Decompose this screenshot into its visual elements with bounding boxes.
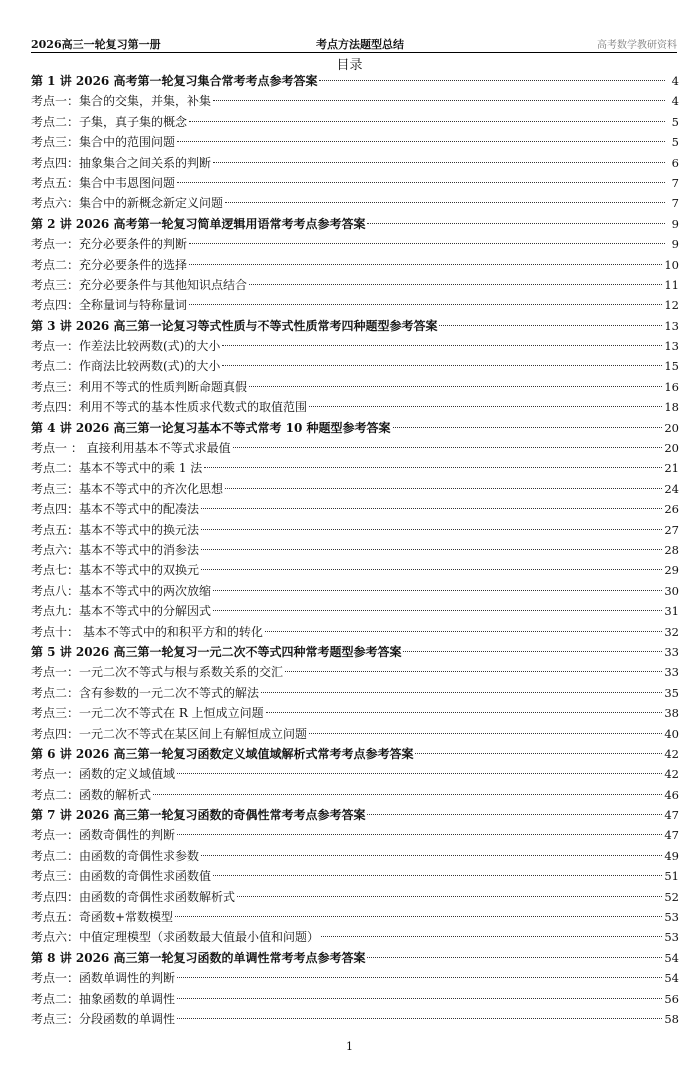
toc-entry-page: 54 [664, 971, 679, 986]
toc-item-row[interactable] [31, 622, 679, 642]
dot-leader [201, 508, 662, 509]
dot-leader [309, 406, 662, 407]
toc-entry-page: 15 [664, 359, 679, 374]
toc-entry-page: 38 [664, 706, 679, 721]
dot-leader [261, 692, 662, 693]
toc-item-row[interactable] [31, 397, 679, 417]
toc-entry-label: 考点五：奇函数+常数模型 [31, 910, 174, 925]
dot-leader [201, 855, 662, 856]
toc-entry-page: 7 [671, 196, 679, 211]
toc-entry-page: 32 [664, 624, 679, 639]
toc-item-row[interactable] [31, 683, 679, 703]
dot-leader [265, 631, 663, 632]
toc-entry-page: 58 [664, 1011, 679, 1026]
toc-entry-label: 第 2 讲 2026 高考第一轮复习简单逻辑用语常考考点参考答案 [31, 216, 366, 231]
toc-entry-page: 4 [671, 94, 679, 109]
header-center-text: 考点方法题型总结 [316, 38, 404, 51]
toc-item-row[interactable] [31, 479, 679, 499]
dot-leader [177, 773, 662, 774]
toc-entry-label: 考点一：作差法比较两数(式)的大小 [31, 339, 221, 354]
toc-entry-page: 4 [671, 74, 679, 88]
toc-item-row[interactable] [31, 866, 679, 886]
toc-entry-label: 考点一：一元二次不等式与根与系数关系的交汇 [31, 665, 284, 680]
dot-leader [249, 284, 662, 285]
dot-leader [415, 753, 662, 754]
table-of-contents [31, 71, 679, 1029]
toc-entry-page: 20 [664, 441, 679, 456]
dot-leader [177, 182, 665, 183]
toc-item-row[interactable] [31, 601, 679, 621]
toc-entry-page: 52 [664, 889, 679, 904]
toc-entry-page: 31 [664, 604, 679, 619]
toc-entry-page: 40 [664, 726, 679, 741]
toc-item-row[interactable] [31, 520, 679, 540]
toc-entry-label: 第 7 讲 2026 高三第一轮复习函数的奇偶性常考考点参考答案 [31, 808, 366, 823]
dot-leader [222, 365, 662, 366]
dot-leader [213, 610, 662, 611]
toc-item-row[interactable] [31, 581, 679, 601]
toc-entry-page: 51 [664, 869, 679, 884]
toc-entry-page: 54 [664, 950, 679, 965]
toc-title: 目录 [336, 58, 363, 73]
toc-entry-label: 考点三：利用不等式的性质判断命题真假 [31, 379, 248, 394]
toc-entry-page: 29 [664, 563, 679, 578]
toc-entry-label: 考点二：由函数的奇偶性求参数 [31, 848, 200, 863]
toc-chapter-row[interactable] [31, 948, 679, 968]
toc-item-row[interactable] [31, 927, 679, 947]
toc-item-row[interactable] [31, 255, 679, 275]
toc-entry-label: 考点四：全称量词与特称量词 [31, 298, 188, 313]
toc-entry-page: 11 [664, 277, 679, 292]
dot-leader [233, 447, 663, 448]
toc-entry-page: 13 [664, 339, 679, 354]
dot-leader [201, 549, 662, 550]
dot-leader [367, 223, 665, 224]
dot-leader [319, 80, 665, 81]
toc-item-row[interactable] [31, 91, 679, 111]
toc-entry-label: 考点四：由函数的奇偶性求函数解析式 [31, 889, 236, 904]
toc-entry-label: 第 8 讲 2026 高三第一轮复习函数的单调性常考考点参考答案 [31, 950, 366, 965]
toc-entry-label: 考点二：基本不等式中的乘 1 法 [31, 461, 203, 476]
dot-leader [189, 121, 665, 122]
dot-leader [213, 162, 665, 163]
toc-item-row[interactable] [31, 724, 679, 744]
toc-item-row[interactable] [31, 173, 679, 193]
toc-item-row[interactable] [31, 825, 679, 845]
header-left-text: 2026高三一轮复习第一册 [31, 38, 161, 51]
dot-leader [204, 467, 662, 468]
dot-leader [225, 202, 665, 203]
dot-leader [201, 569, 662, 570]
toc-item-row[interactable] [31, 336, 679, 356]
dot-leader [439, 325, 662, 326]
toc-entry-label: 考点二：作商法比较两数(式)的大小 [31, 359, 221, 374]
toc-entry-label: 考点十： 基本不等式中的和积平方和的转化 [31, 624, 263, 639]
toc-entry-label: 考点二：充分必要条件的选择 [31, 257, 188, 272]
toc-entry-label: 第 1 讲 2026 高考第一轮复习集合常考考点参考答案 [31, 74, 318, 88]
toc-entry-label: 考点四：基本不等式中的配凑法 [31, 502, 200, 517]
toc-entry-label: 考点一：充分必要条件的判断 [31, 237, 188, 252]
toc-entry-label: 考点七：基本不等式中的双换元 [31, 563, 200, 578]
dot-leader [177, 141, 665, 142]
toc-entry-page: 9 [671, 216, 679, 231]
dot-leader [177, 977, 662, 978]
toc-entry-page: 33 [664, 665, 679, 680]
toc-entry-page: 46 [664, 787, 679, 802]
dot-leader [153, 794, 662, 795]
toc-entry-label: 第 5 讲 2026 高三第一轮复习一元二次不等式四种常考题型参考答案 [31, 644, 402, 659]
page-header [31, 32, 677, 53]
toc-entry-label: 考点八：基本不等式中的两次放缩 [31, 583, 212, 598]
toc-chapter-row[interactable] [31, 418, 679, 438]
toc-chapter-row[interactable] [31, 805, 679, 825]
toc-entry-page: 53 [664, 930, 679, 945]
toc-entry-label: 考点五：集合中韦恩图问题 [31, 175, 176, 190]
dot-leader [177, 998, 662, 999]
toc-entry-label: 考点一：函数奇偶性的判断 [31, 828, 176, 843]
dot-leader [367, 814, 662, 815]
toc-entry-page: 6 [671, 155, 679, 170]
toc-entry-label: 考点二：子集，真子集的概念 [31, 114, 188, 129]
toc-entry-label: 考点二：含有参数的一元二次不等式的解法 [31, 685, 260, 700]
toc-entry-label: 考点六：基本不等式中的消参法 [31, 542, 200, 557]
dot-leader [189, 264, 662, 265]
toc-entry-label: 考点三：一元二次不等式在 R 上恒成立问题 [31, 706, 264, 721]
toc-entry-page: 47 [664, 828, 679, 843]
toc-entry-page: 56 [664, 991, 679, 1006]
toc-entry-page: 21 [664, 461, 679, 476]
dot-leader [266, 712, 663, 713]
dot-leader [225, 488, 662, 489]
toc-entry-label: 考点四：一元二次不等式在某区间上有解恒成立问题 [31, 726, 308, 741]
toc-item-row[interactable] [31, 153, 679, 173]
toc-entry-label: 第 4 讲 2026 高三第一论复习基本不等式常考 10 种题型参考答案 [31, 420, 391, 435]
toc-entry-page: 35 [664, 685, 679, 700]
toc-item-row[interactable] [31, 356, 679, 376]
toc-chapter-row[interactable] [31, 71, 679, 91]
toc-entry-page: 5 [671, 135, 679, 150]
toc-item-row[interactable] [31, 275, 679, 295]
toc-item-row[interactable] [31, 703, 679, 723]
toc-item-row[interactable] [31, 989, 679, 1009]
toc-entry-label: 考点六：中值定理模型（求函数最大值最小值和问题） [31, 930, 320, 945]
dot-leader [285, 671, 662, 672]
toc-entry-page: 33 [664, 644, 679, 659]
toc-entry-label: 考点一：函数单调性的判断 [31, 971, 176, 986]
toc-entry-page: 26 [664, 502, 679, 517]
toc-entry-page: 18 [664, 400, 679, 415]
toc-item-row[interactable] [31, 1009, 679, 1029]
toc-entry-label: 考点六：集合中的新概念新定义问题 [31, 196, 224, 211]
dot-leader [177, 1018, 662, 1019]
toc-item-row[interactable] [31, 764, 679, 784]
toc-chapter-row[interactable] [31, 642, 679, 662]
dot-leader [321, 936, 662, 937]
toc-item-row[interactable] [31, 499, 679, 519]
toc-entry-label: 考点一 ： 直接利用基本不等式求最值 [31, 441, 231, 456]
toc-item-row[interactable] [31, 458, 679, 478]
dot-leader [222, 345, 662, 346]
dot-leader [309, 733, 662, 734]
toc-item-row[interactable] [31, 540, 679, 560]
toc-entry-page: 5 [671, 114, 679, 129]
toc-entry-page: 7 [671, 175, 679, 190]
toc-entry-page: 30 [664, 583, 679, 598]
dot-leader [393, 427, 663, 428]
dot-leader [175, 916, 662, 917]
toc-chapter-row[interactable] [31, 744, 679, 764]
toc-entry-label: 考点一：函数的定义域值域 [31, 767, 176, 782]
toc-entry-page: 27 [664, 522, 679, 537]
toc-item-row[interactable] [31, 132, 679, 152]
toc-item-row[interactable] [31, 907, 679, 927]
toc-entry-page: 49 [664, 848, 679, 863]
toc-item-row[interactable] [31, 112, 679, 132]
toc-item-row[interactable] [31, 785, 679, 805]
dot-leader [249, 386, 662, 387]
toc-chapter-row[interactable] [31, 214, 679, 234]
dot-leader [189, 243, 665, 244]
toc-entry-label: 考点三：充分必要条件与其他知识点结合 [31, 277, 248, 292]
dot-leader [213, 875, 662, 876]
header-right-text: 高考数学教研资料 [597, 40, 677, 51]
toc-item-row[interactable] [31, 662, 679, 682]
toc-entry-page: 42 [664, 746, 679, 761]
toc-entry-page: 10 [664, 257, 679, 272]
toc-entry-label: 考点九：基本不等式中的分解因式 [31, 604, 212, 619]
dot-leader [237, 896, 662, 897]
toc-item-row[interactable] [31, 193, 679, 213]
dot-leader [201, 529, 662, 530]
dot-leader [367, 957, 662, 958]
toc-entry-page: 16 [664, 379, 679, 394]
toc-chapter-row[interactable] [31, 316, 679, 336]
toc-item-row[interactable] [31, 438, 679, 458]
dot-leader [189, 304, 662, 305]
toc-item-row[interactable] [31, 968, 679, 988]
toc-entry-label: 考点四：抽象集合之间关系的判断 [31, 155, 212, 170]
toc-entry-label: 考点三：由函数的奇偶性求函数值 [31, 869, 212, 884]
toc-item-row[interactable] [31, 377, 679, 397]
toc-entry-label: 第 3 讲 2026 高三第一论复习等式性质与不等式性质常考四种题型参考答案 [31, 318, 438, 333]
toc-entry-page: 9 [671, 237, 679, 252]
toc-entry-label: 考点三：分段函数的单调性 [31, 1011, 176, 1026]
toc-entry-label: 考点二：函数的解析式 [31, 787, 152, 802]
toc-entry-page: 47 [664, 808, 679, 823]
toc-entry-page: 13 [664, 318, 679, 333]
toc-entry-page: 42 [664, 767, 679, 782]
toc-item-row[interactable] [31, 295, 679, 315]
dot-leader [177, 834, 662, 835]
dot-leader [213, 590, 662, 591]
dot-leader [403, 651, 662, 652]
toc-entry-page: 20 [664, 420, 679, 435]
toc-entry-page: 28 [664, 542, 679, 557]
dot-leader [213, 100, 665, 101]
toc-entry-label: 考点四：利用不等式的基本性质求代数式的取值范围 [31, 400, 308, 415]
toc-entry-label: 第 6 讲 2026 高三第一轮复习函数定义域值域解析式常考考点参考答案 [31, 746, 414, 761]
toc-entry-label: 考点五：基本不等式中的换元法 [31, 522, 200, 537]
toc-item-row[interactable] [31, 560, 679, 580]
toc-entry-page: 24 [664, 481, 679, 496]
toc-entry-label: 考点二：抽象函数的单调性 [31, 991, 176, 1006]
toc-entry-page: 53 [664, 910, 679, 925]
toc-entry-page: 12 [664, 298, 679, 313]
toc-entry-label: 考点三：集合中的范围问题 [31, 135, 176, 150]
toc-item-row[interactable] [31, 887, 679, 907]
toc-entry-label: 考点一：集合的交集，并集，补集 [31, 94, 212, 109]
toc-entry-label: 考点三：基本不等式中的齐次化思想 [31, 481, 224, 496]
page-number: 1 [346, 1040, 353, 1053]
toc-item-row[interactable] [31, 846, 679, 866]
toc-item-row[interactable] [31, 234, 679, 254]
